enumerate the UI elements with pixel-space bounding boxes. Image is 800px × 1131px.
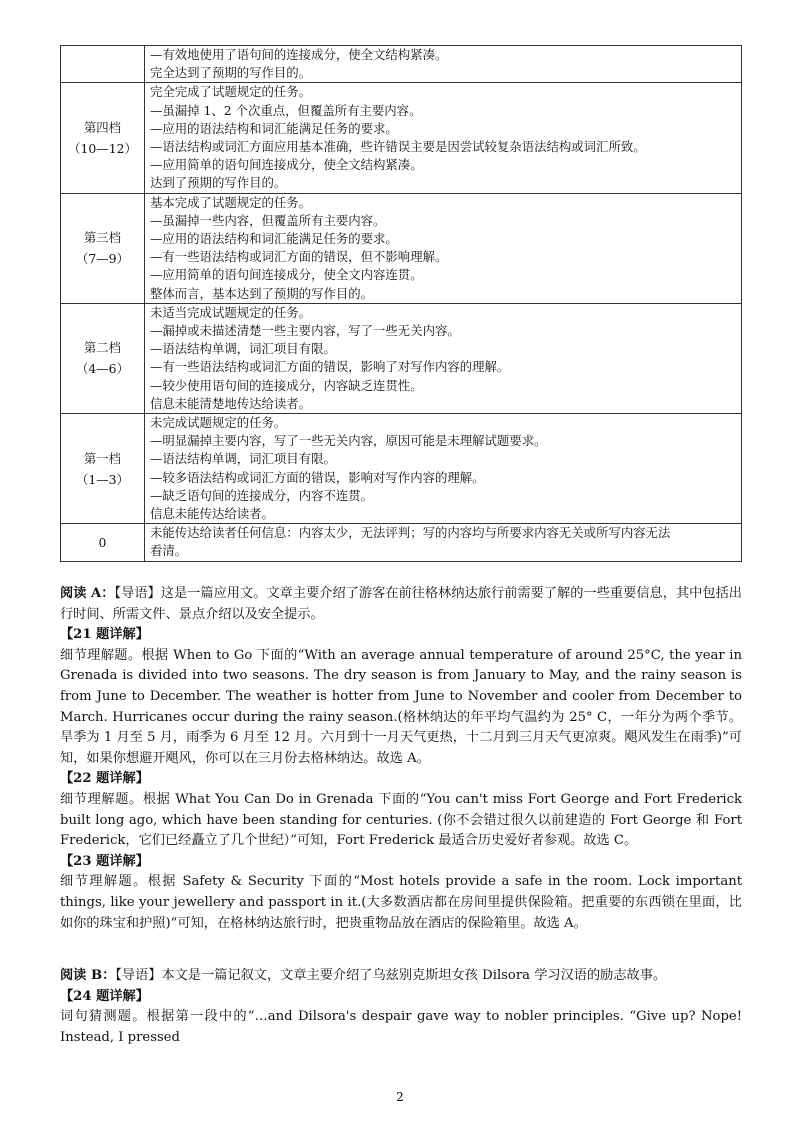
rubric-criterion-line: —较少使用语句间的连接成分，内容缺乏连贯性。 — [150, 377, 423, 393]
rubric-criterion-line: —有效地使用了语句间的连接成分，使全文结构紧凑。 — [150, 47, 448, 62]
reading-b-intro-text: 【导语】本文是一篇记叙文，文章主要介绍了乌兹别克斯坦女孩 Dilsora 学习汉语的励志故事。 — [115, 968, 667, 983]
rubric-grade-label: 第三档 — [83, 230, 122, 246]
rubric-criterion-line: 完全达到了预期的写作目的。 — [150, 65, 312, 81]
rubric-criterion-line: —虽漏掉 1、2 个次重点，但覆盖所有主要内容。 — [150, 102, 422, 118]
rubric-criterion-line: —语法结构单调，词汇项目有限。 — [150, 451, 336, 467]
q24-explanation: 词句猜测题。根据第一段中的“…and Dilsora's despair gave way to nobler principles. “Give up? Nope! Instead, I pressed — [60, 1009, 742, 1045]
rubric-criterion-line: —应用的语法结构和词汇能满足任务的要求。 — [150, 120, 398, 136]
rubric-row — [61, 83, 742, 193]
rubric-criterion-line: 未能传达给读者任何信息：内容太少，无法评判；写的内容均与所要求内容无关或所写内容无法 — [150, 525, 671, 541]
rubric-description-cell — [145, 303, 742, 413]
rubric-grade-cell — [61, 414, 145, 524]
reading-a-section — [60, 584, 742, 934]
reading-b-section — [60, 966, 742, 1048]
rubric-score-range: （7—9） — [76, 251, 129, 267]
rubric-criterion-line: —语法结构或词汇方面应用基本准确，些许错误主要是因尝试较复杂语法结构或词汇所致。 — [150, 139, 646, 155]
rubric-criterion-line: —有一些语法结构或词汇方面的错误，但不影响理解。 — [150, 249, 448, 265]
rubric-criterion-line: 信息未能清楚地传达给读者。 — [150, 395, 312, 411]
rubric-description-cell — [145, 524, 742, 561]
rubric-row — [61, 524, 742, 561]
reading-b-intro — [60, 966, 742, 987]
rubric-grade-cell — [61, 524, 145, 561]
rubric-criterion-line: —缺乏语句间的连接成分，内容不连贯。 — [150, 487, 374, 503]
rubric-grade-cell — [61, 46, 145, 83]
rubric-description-cell — [145, 193, 742, 303]
reading-a-label: 阅读 A： — [60, 586, 115, 601]
rubric-grade-cell — [61, 193, 145, 303]
q22-explanation: 细节理解题。根据 What You Can Do in Grenada 下面的“You can't miss Fort George and Fort Frederick built long ago, which have been standing for centuries. (你不会错过很久以前建造的 Fort George 和 Fort Frederick，它们已经矗立了几个世纪）”可知，Fort Frederick 最适合历史爱好者参观。故选 C。 — [60, 791, 742, 849]
rubric-criterion-line: —明显漏掉主要内容，写了一些无关内容，原因可能是未理解试题要求。 — [150, 433, 547, 449]
rubric-criterion-line: 整体而言，基本达到了预期的写作目的。 — [150, 285, 374, 301]
rubric-table-body — [61, 46, 742, 562]
rubric-criterion-line: —较多语法结构或词汇方面的错误，影响对写作内容的理解。 — [150, 469, 485, 485]
scoring-rubric-table — [60, 45, 742, 562]
rubric-description-cell — [145, 46, 742, 83]
rubric-criterion-line: 达到了预期的写作目的。 — [150, 175, 287, 191]
rubric-criterion-line: 看清。 — [150, 543, 188, 559]
rubric-grade-label: 第一档 — [83, 450, 122, 466]
rubric-criterion-line: —应用的语法结构和词汇能满足任务的要求。 — [150, 231, 398, 247]
rubric-criterion-line: 基本完成了试题规定的任务。 — [150, 194, 312, 210]
rubric-row — [61, 193, 742, 303]
reading-b-label: 阅读 B： — [60, 968, 116, 983]
q21-heading: 【21 题详解】 — [60, 627, 149, 643]
rubric-score-range: （1—3） — [76, 471, 129, 487]
rubric-description-cell — [145, 83, 742, 193]
rubric-score-range: （4—6） — [76, 361, 129, 377]
q23-explanation: 细节理解题。根据 Safety & Security 下面的“Most hotels provide a safe in the room. Lock important things, like your jewellery and passport in it.(大多数酒店都在房间里提供保险箱。把重要的东西锁在里面，比如你的珠宝和护照)”可知，在格林纳达旅行时，把贵重物品放在酒店的保险箱里。故选 A。 — [60, 874, 742, 931]
rubric-score-range: （10—12） — [68, 141, 137, 157]
rubric-grade-label: 第四档 — [83, 120, 122, 136]
q21-explanation: 细节理解题。根据 When to Go 下面的“With an average annual temperature of around 25°C, the year in Grenada is divided into two seasons. The dry season is from January to May, and the rainy season is from June to December. The weather is hotter from June to November and cooler from December to March. Hurricanes occur during the rainy season.(格林纳达的年平均气温约为 25° C，一年分为两个季节。旱季为 1 月至 5 月，雨季为 6 月至 12 月。六月到十一月天气更热，十二月到三月天气更凉爽。飓风发生在雨季)”可知，如果你想避开飓风，你可以在三月份去格林纳达。故选 A。 — [60, 647, 742, 766]
rubric-criterion-line: 完全完成了试题规定的任务。 — [150, 84, 312, 100]
reading-a-intro — [60, 584, 742, 625]
q22-heading: 【22 题详解】 — [60, 771, 149, 787]
rubric-criterion-line: —应用简单的语句间连接成分，使全文内容连贯。 — [150, 267, 423, 283]
rubric-grade-cell — [61, 303, 145, 413]
rubric-criterion-line: 未适当完成试题规定的任务。 — [150, 304, 312, 320]
rubric-grade-label: 0 — [98, 534, 107, 550]
rubric-criterion-line: —虽漏掉一些内容，但覆盖所有主要内容。 — [150, 212, 386, 228]
rubric-criterion-line: —漏掉或未描述清楚一些主要内容，写了一些无关内容。 — [150, 323, 460, 339]
rubric-criterion-line: 信息未能传达给读者。 — [150, 506, 274, 522]
rubric-grade-cell — [61, 83, 145, 193]
rubric-criterion-line: —应用简单的语句间连接成分，使全文结构紧凑。 — [150, 157, 423, 173]
rubric-row — [61, 414, 742, 524]
rubric-description-cell — [145, 414, 742, 524]
rubric-criterion-line: —有一些语法结构或词汇方面的错误，影响了对写作内容的理解。 — [150, 359, 510, 375]
q24-heading: 【24 题详解】 — [60, 988, 149, 1004]
rubric-row — [61, 303, 742, 413]
rubric-criterion-line: —语法结构单调，词汇项目有限。 — [150, 341, 336, 357]
reading-a-intro-text: 【导语】这是一篇应用文。文章主要介绍了游客在前往格林纳达旅行前需要了解的一些重要信息，其中包括出行时间、所需文件、景点介绍以及安全提示。 — [60, 586, 742, 622]
page-number: 2 — [396, 1090, 404, 1104]
rubric-criterion-line: 未完成试题规定的任务。 — [150, 415, 287, 431]
q23-heading: 【23 题详解】 — [60, 853, 149, 869]
rubric-row — [61, 46, 742, 83]
rubric-grade-label: 第二档 — [83, 340, 122, 356]
